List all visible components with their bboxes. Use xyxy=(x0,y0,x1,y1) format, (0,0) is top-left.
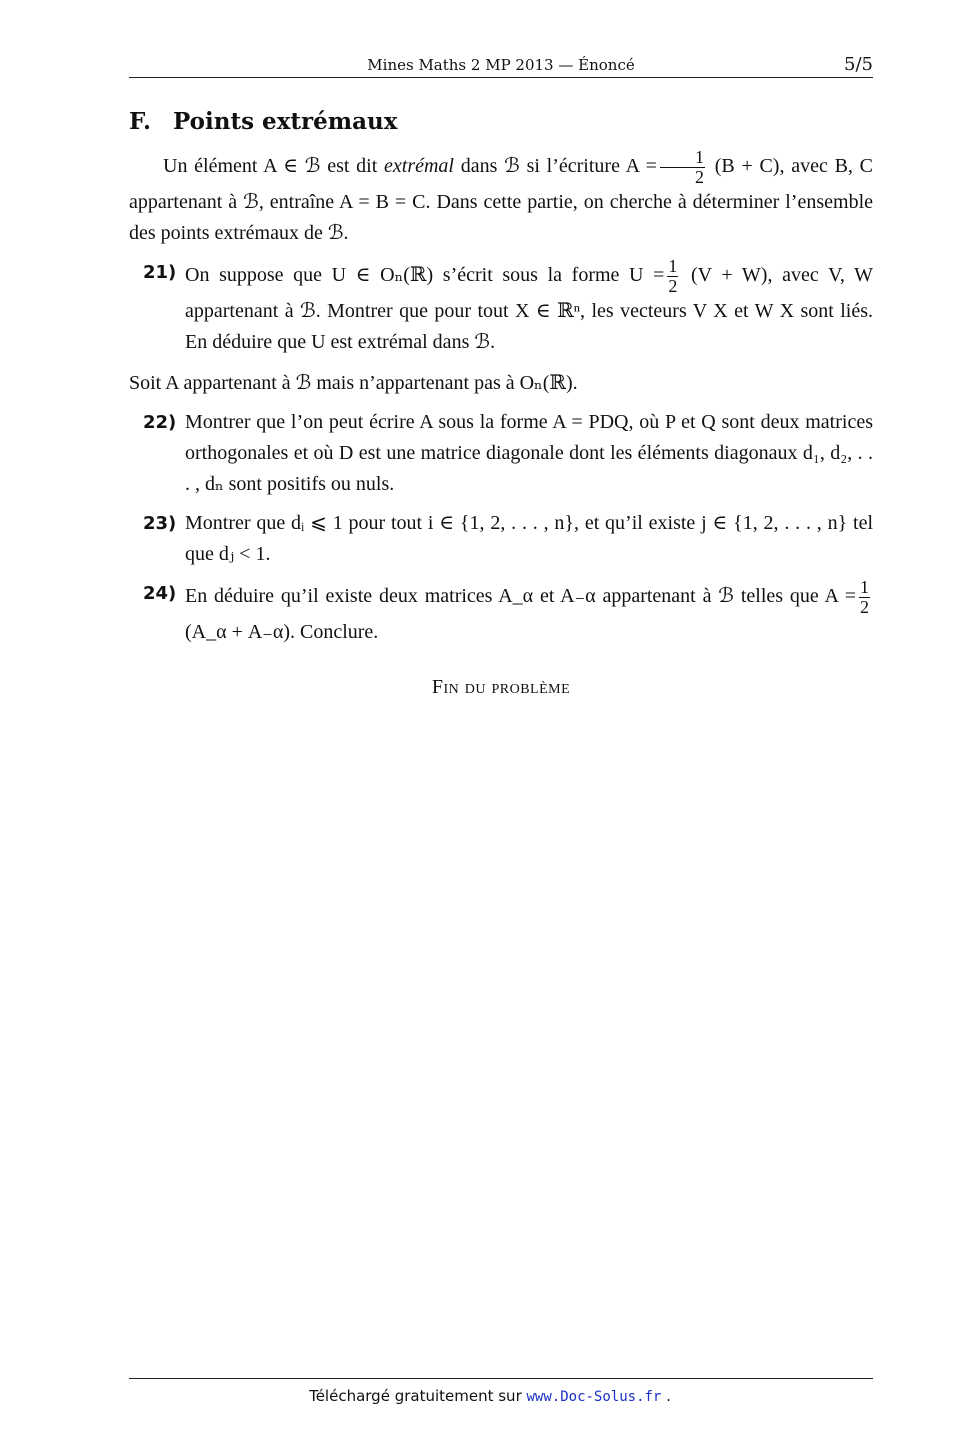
footer-text: Téléchargé gratuitement sur xyxy=(309,1387,527,1405)
question-22-text: Montrer que l’on peut écrire A sous la forme A = PDQ, où P et Q sont deux matrices orthogonales et où D est une matrice diagonale dont les éléments diagonaux d₁, d₂, . . . , dₙ sont positifs ou nuls. xyxy=(185,411,873,495)
fraction-one-half xyxy=(660,148,705,187)
term-extremal: extrémal xyxy=(384,155,454,178)
page-footer xyxy=(0,1387,980,1405)
page-number: 5/5 xyxy=(844,54,873,75)
question-number: 23) xyxy=(143,513,177,534)
fraction-denominator: 2 xyxy=(860,597,869,617)
question-22 xyxy=(129,407,873,500)
fraction-one-half xyxy=(859,578,870,617)
footer-end: . xyxy=(661,1387,671,1405)
fraction-numerator: 1 xyxy=(860,577,869,597)
fraction-numerator: 1 xyxy=(668,256,678,276)
intro-text-2: dans ℬ si l’écriture A = xyxy=(454,155,657,178)
fraction-denominator: 2 xyxy=(694,167,704,187)
fraction-one-half xyxy=(667,257,678,296)
question-number: 24) xyxy=(143,583,177,604)
fraction-numerator: 1 xyxy=(660,148,705,168)
question-number: 22) xyxy=(143,412,177,433)
question-24-text-a: En déduire qu’il existe deux matrices A_α et A₋α appartenant à ℬ telles que A = xyxy=(185,585,856,608)
question-21-text-a: On suppose que U ∈ Oₙ(ℝ) s’écrit sous la forme U = xyxy=(185,264,665,287)
section-letter: F. xyxy=(129,108,152,135)
footer-link[interactable]: www.Doc-Solus.fr xyxy=(526,1389,662,1405)
question-21-text-b: (V + W), avec V, W appartenant à ℬ. Montrer que pour tout X ∈ ℝⁿ, les vecteurs V X et W X sont liés. En déduire que U est extrémal dans ℬ. xyxy=(185,264,873,353)
question-23-text: Montrer que dᵢ ⩽ 1 pour tout i ∈ {1, 2, . . . , n}, et qu’il existe j ∈ {1, 2, . . . , n} tel que dⱼ < 1. xyxy=(185,512,873,565)
question-number: 21) xyxy=(143,262,177,283)
question-24-text-b: (A_α + A₋α). Conclure. xyxy=(185,621,379,643)
question-21 xyxy=(129,257,873,358)
question-24 xyxy=(129,578,873,648)
footer-rule xyxy=(129,1378,873,1379)
intro-text-3: (B + C), avec B, C appartenant à ℬ, entraîne A = B = C. Dans cette partie, on cherche à déterminer l’ensemble des points extrémaux de ℬ. xyxy=(129,155,873,244)
question-23 xyxy=(129,508,873,570)
intro-paragraph xyxy=(129,148,873,249)
document-body xyxy=(129,106,873,703)
intro-text-1: Un élément A ∈ ℬ est dit xyxy=(163,155,385,178)
section-heading xyxy=(129,106,873,138)
assumption-line: Soit A appartenant à ℬ mais n’appartenant pas à Oₙ(ℝ). xyxy=(129,372,578,394)
section-title: Points extrémaux xyxy=(173,108,398,135)
end-of-problem: Fin du problème xyxy=(431,676,571,698)
header-title: Mines Maths 2 MP 2013 — Énoncé xyxy=(367,56,635,74)
header-rule xyxy=(129,77,873,78)
fraction-denominator: 2 xyxy=(668,276,678,296)
page-header xyxy=(129,54,873,76)
